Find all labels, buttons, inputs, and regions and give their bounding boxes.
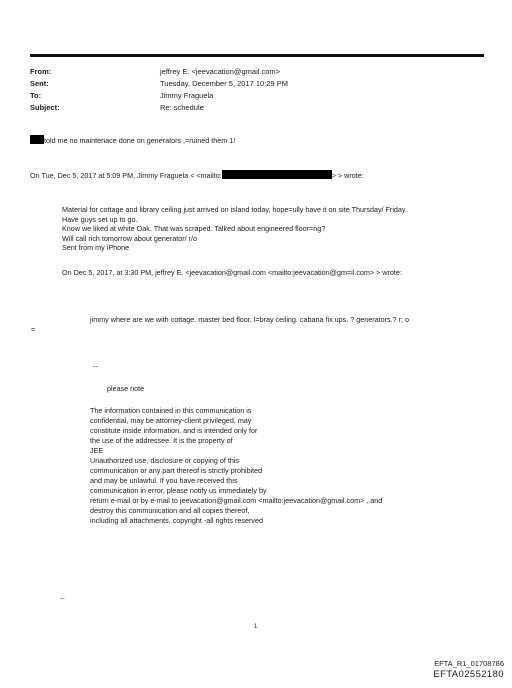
to-label: To:: [30, 91, 42, 100]
reply-line: Will call rich tomorrow about generator/ r/o: [62, 233, 198, 243]
quote1-prefix: On Tue, Dec 5, 2017 at 5:09 PM, Jimmy Fraguela < <mailto:: [30, 171, 222, 180]
first-line: [30, 135, 235, 145]
disclaimer-line: communication in error, please notify us immediately by: [90, 486, 267, 495]
disclaimer-line: communication or any part thereof is strictly prohibited: [90, 466, 263, 475]
reply-line: Know we liked at white Oak. That was scraped. Talked about engineered floor=ng?: [62, 224, 326, 233]
redaction-block: [222, 170, 332, 179]
first-line-text: told me no maintenace done on generators ,=ruined them 1!: [44, 136, 236, 145]
bates-number-2: EFTA02552180: [433, 669, 504, 680]
disclaimer-line: The information contained in this communication is: [90, 406, 252, 415]
quote2-line: On Dec 5, 2017, at 3:30 PM, jeffrey E. <jeevacation@gmail.com <mailto:jeevacation@gm=il.com> > wrote:: [62, 268, 402, 277]
equals-mark: =: [31, 325, 36, 334]
sent-value: Tuesday, December 5, 2017 10:29 PM: [160, 79, 288, 88]
subject-value: Re: schedule: [160, 103, 204, 112]
disclaimer-line: constitute inside information, and is intended only for: [90, 426, 258, 435]
reply-line: Material for cottage and library ceiling just arrived on island today, hope=ully have it on site Thursday/ Friday.: [62, 205, 407, 214]
disclaimer-line: JEE: [90, 446, 104, 455]
redaction-block: [30, 135, 44, 144]
quote1-line: [30, 170, 364, 180]
disclaimer-line: confidential, may be attorney-client privileged, may: [90, 416, 252, 425]
bottom-dash: --: [60, 594, 65, 603]
please-note: please note: [107, 384, 145, 393]
bates-number-1: EFTA_R1_01708786: [434, 659, 504, 668]
quote1-suffix: > > wrote:: [331, 171, 364, 180]
sent-label: Sent:: [30, 79, 49, 88]
dash-mark: --: [93, 362, 98, 371]
header-rule: [30, 54, 484, 57]
reply-line: Have guys set up to go.: [62, 214, 138, 224]
disclaimer-line: destroy this communication and all copies thereof,: [90, 506, 250, 515]
from-label: From:: [30, 67, 52, 76]
reply-line: Sent from my iPhone: [62, 243, 130, 252]
to-value: Jimmy Fraguela: [160, 91, 214, 100]
inner-message: jimmy where are we with cottage. master bed floor. l=bray ceiling. cabana fix ups. ? generators.? r; o: [90, 315, 410, 324]
disclaimer-line: including all attachments. copyright -all rights reserved: [90, 516, 263, 525]
disclaimer-line: and may be unlawful. If you have received this: [90, 476, 238, 485]
subject-label: Subject:: [30, 103, 60, 112]
disclaimer-line: the use of the addressee. It is the property of: [90, 436, 233, 445]
disclaimer-line: return e-mail or by e-mail to jeevacation@gmail.com <mailto:jeevacation@gmail.com> , and: [90, 496, 383, 505]
from-value: jeffrey E. <jeevacation@gmail.com>: [160, 67, 281, 76]
disclaimer-line: Unauthorized use, disclosure or copying of this: [90, 456, 240, 465]
page-number: 1: [254, 624, 258, 630]
